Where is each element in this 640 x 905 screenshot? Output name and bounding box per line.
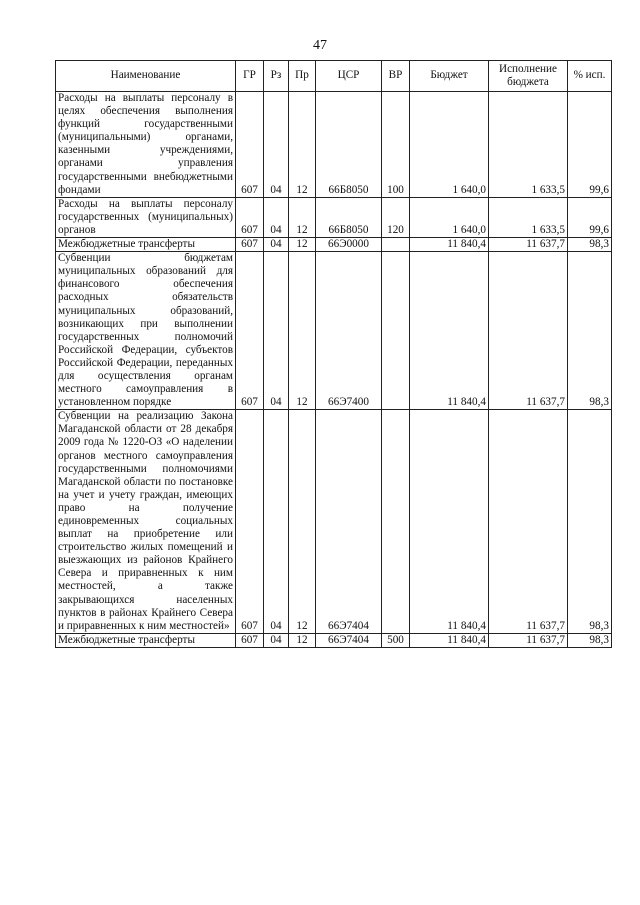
row-name: Субвенции бюджетам муниципальных образований для финансового обеспечения расходных обязательств муниципальных образований, возникающих при выполнении государственных полномочий Российской Федерации, субъектов Российской Федерации, переданных для осуществления органам местного самоуправления в установленном порядке [56,252,236,410]
row-budget: 11 840,4 [410,410,489,634]
row-rz: 04 [264,238,289,252]
row-budget: 11 840,4 [410,238,489,252]
row-pr: 12 [289,92,316,198]
table-row [56,197,612,237]
row-rz: 04 [264,633,289,647]
header-budget: Бюджет [410,61,489,92]
row-name: Расходы на выплаты персоналу в целях обеспечения выполнения функций государственными (муниципальными) органами, казенными учреждениями, органами управления государственными внебюджетными фондами [56,92,236,198]
row-csr: 66Э7404 [316,633,382,647]
row-name: Межбюджетные трансферты [56,238,236,252]
row-vr: 100 [382,92,410,198]
row-csr: 66Б8050 [316,197,382,237]
row-gr: 607 [236,410,264,634]
row-execution: 11 637,7 [489,238,568,252]
budget-table [55,60,612,648]
row-vr: 120 [382,197,410,237]
row-gr: 607 [236,238,264,252]
row-percent: 98,3 [568,238,612,252]
row-rz: 04 [264,410,289,634]
table-row [56,92,612,198]
row-execution: 11 637,7 [489,252,568,410]
row-csr: 66Э7400 [316,252,382,410]
row-vr [382,410,410,634]
row-percent: 98,3 [568,252,612,410]
row-budget: 11 840,4 [410,252,489,410]
row-execution: 1 633,5 [489,92,568,198]
row-execution: 11 637,7 [489,410,568,634]
row-budget: 11 840,4 [410,633,489,647]
row-execution: 11 637,7 [489,633,568,647]
row-gr: 607 [236,197,264,237]
header-pr: Пр [289,61,316,92]
row-execution: 1 633,5 [489,197,568,237]
row-percent: 99,6 [568,92,612,198]
row-vr [382,238,410,252]
table-row [56,633,612,647]
row-gr: 607 [236,92,264,198]
header-vr: ВР [382,61,410,92]
row-name: Межбюджетные трансферты [56,633,236,647]
header-gr: ГР [236,61,264,92]
row-percent: 98,3 [568,410,612,634]
row-vr: 500 [382,633,410,647]
header-percent: % исп. [568,61,612,92]
row-pr: 12 [289,197,316,237]
row-rz: 04 [264,252,289,410]
row-csr: 66Э0000 [316,238,382,252]
table-row [56,252,612,410]
row-csr: 66Б8050 [316,92,382,198]
row-name: Расходы на выплаты персоналу государственных (муниципальных) органов [56,197,236,237]
row-vr [382,252,410,410]
row-pr: 12 [289,633,316,647]
row-rz: 04 [264,197,289,237]
row-gr: 607 [236,252,264,410]
table-header-row [56,61,612,92]
row-budget: 1 640,0 [410,197,489,237]
row-rz: 04 [264,92,289,198]
row-percent: 99,6 [568,197,612,237]
row-gr: 607 [236,633,264,647]
header-name: Наименование [56,61,236,92]
row-pr: 12 [289,252,316,410]
header-rz: Рз [264,61,289,92]
row-percent: 98,3 [568,633,612,647]
page-number: 47 [313,38,327,53]
row-csr: 66Э7404 [316,410,382,634]
row-budget: 1 640,0 [410,92,489,198]
table-row [56,410,612,634]
header-csr: ЦСР [316,61,382,92]
row-pr: 12 [289,238,316,252]
table-row [56,238,612,252]
row-pr: 12 [289,410,316,634]
row-name: Субвенции на реализацию Закона Магаданской области от 28 декабря 2009 года № 1220-ОЗ «О наделении органов местного самоуправления государственными полномочиями Магаданской области по постановке на учет и учету граждан, имеющих право на получение единовременных социальных выплат на приобретение или строительство жилых помещений и выезжающих из районов Крайнего Севера и приравненных к ним местностей, а также закрывающихся населенных пунктов в районах Крайнего Севера и приравненных к ним местностей» [56,410,236,634]
header-execution: Исполнение бюджета [489,61,568,92]
